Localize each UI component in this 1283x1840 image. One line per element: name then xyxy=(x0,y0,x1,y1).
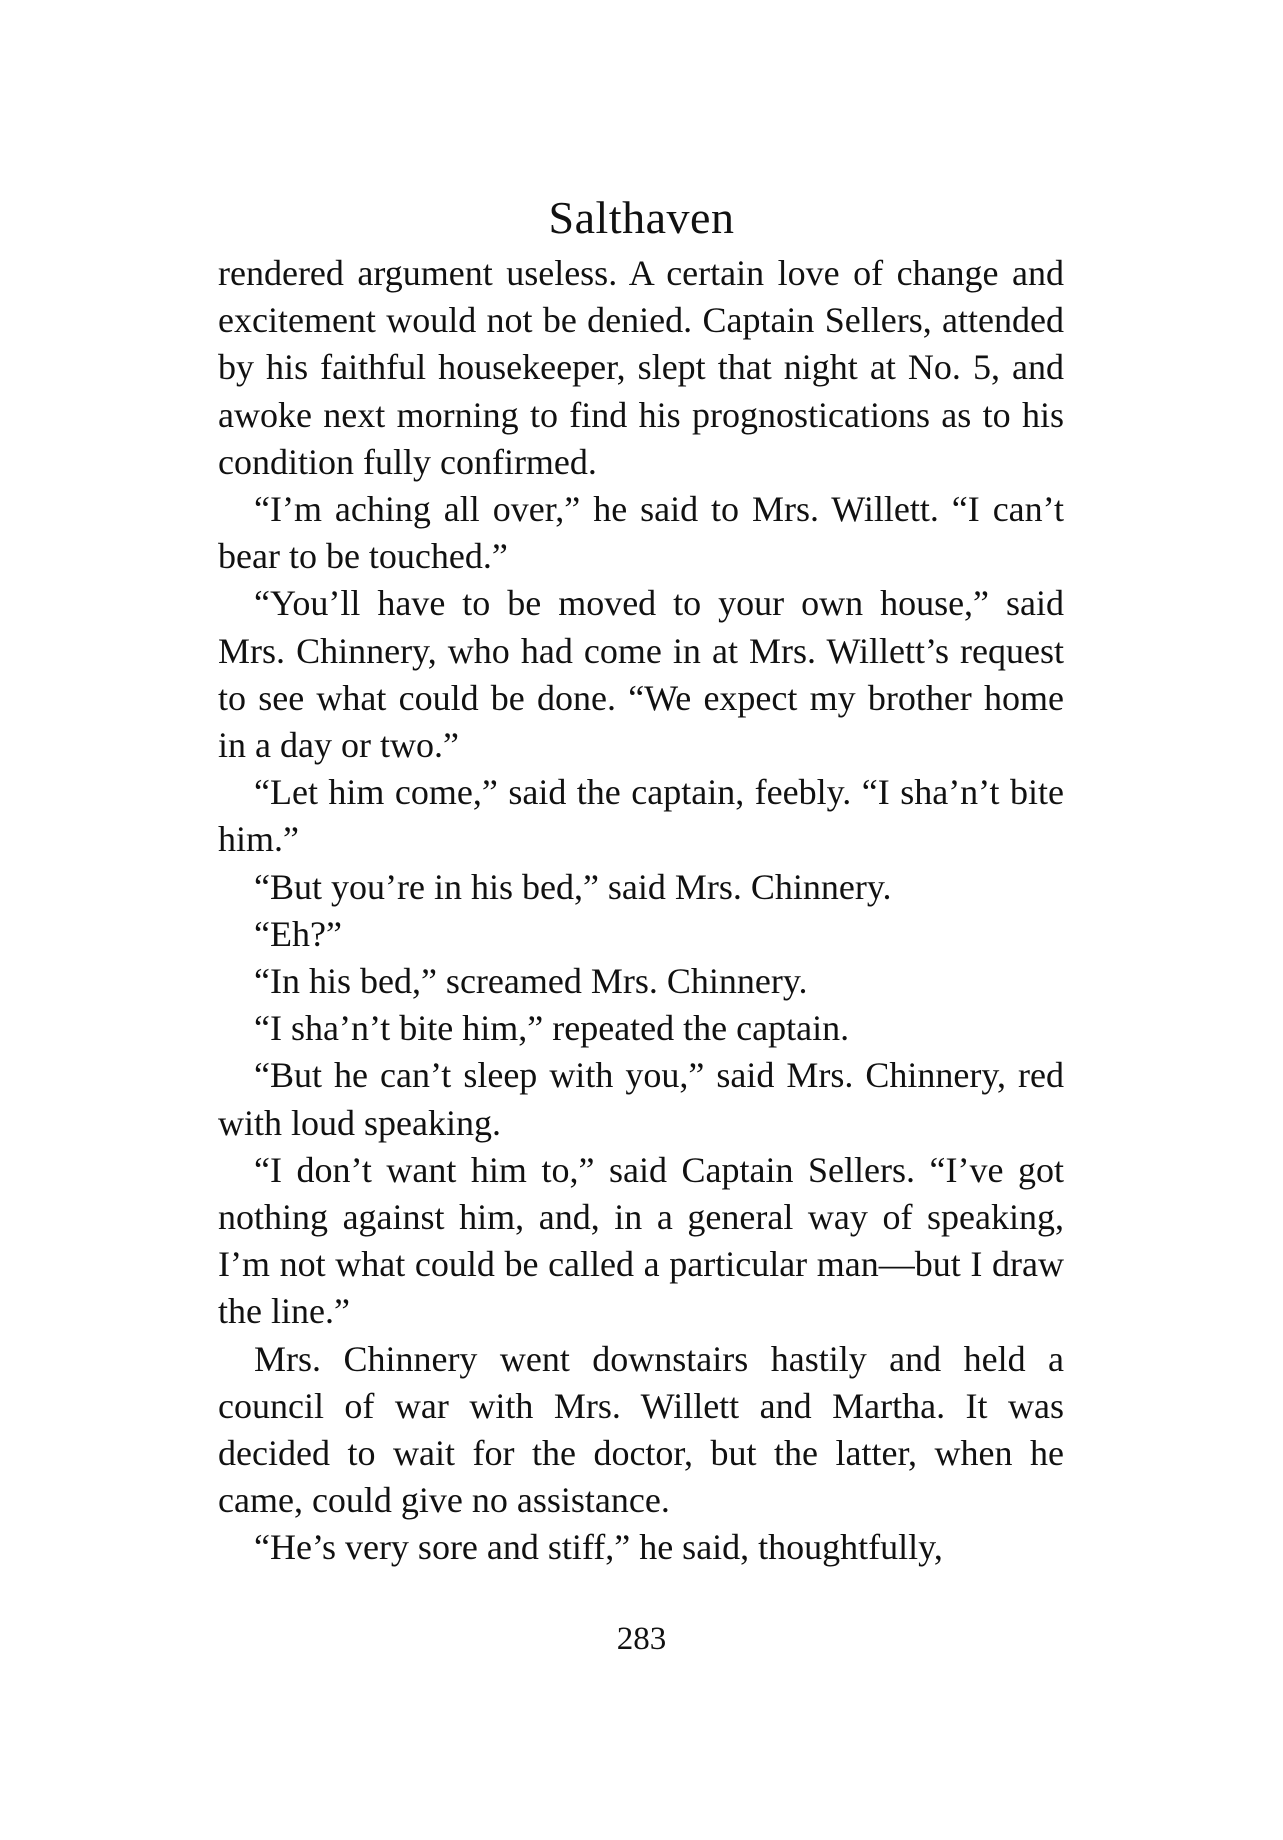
paragraph-10: “I don’t want him to,” said Captain Sellers. “I’ve got nothing against him, and, in a general way of speaking, I’m not what could be called a particular man—but I draw the line.” xyxy=(218,1149,1064,1332)
paragraph-2: “I’m aching all over,” he said to Mrs. Willett. “I can’t bear to be touched.” xyxy=(218,489,1064,577)
paragraph-6: “Eh?” xyxy=(254,913,342,954)
paragraph-3: “You’ll have to be moved to your own house,” said Mrs. Chinnery, who had come in at Mrs. Willett’s request to see what could be done. “We expect my brother home in a day or two.” xyxy=(218,583,1064,766)
paragraph-1: rendered argument useless. A certain love of change and excitement would not be denied. Captain Sellers, attended by his faithful housekeeper, slept that night at No. 5, and awoke next morning to find his prognostications as to his condition fully confirmed. xyxy=(218,253,1064,482)
running-head: Salthaven xyxy=(548,192,735,243)
paragraph-5: “But you’re in his bed,” said Mrs. Chinnery. xyxy=(254,866,892,907)
paragraph-9: “But he can’t sleep with you,” said Mrs. Chinnery, red with loud speaking. xyxy=(218,1055,1064,1143)
body-text xyxy=(218,250,1064,1572)
paragraph-12: “He’s very sore and stiff,” he said, thoughtfully, xyxy=(254,1527,943,1568)
paragraph-11: Mrs. Chinnery went downstairs hastily and held a council of war with Mrs. Willett and Martha. It was decided to wait for the doctor, but the latter, when he came, could give no assistance. xyxy=(218,1338,1064,1521)
paragraph-4: “Let him come,” said the captain, feebly. “I sha’n’t bite him.” xyxy=(218,772,1064,860)
paragraph-8: “I sha’n’t bite him,” repeated the captain. xyxy=(254,1008,850,1049)
page-number: 283 xyxy=(616,1621,667,1657)
paragraph-7: “In his bed,” screamed Mrs. Chinnery. xyxy=(254,961,808,1002)
